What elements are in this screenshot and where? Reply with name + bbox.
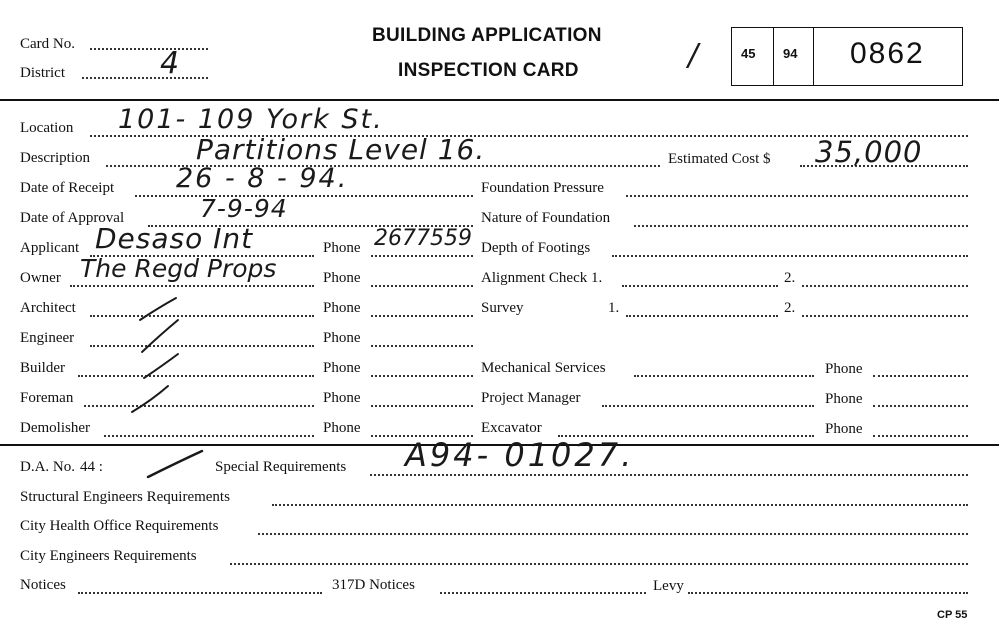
foundation-pressure-line — [626, 195, 968, 197]
mechanical-services-label: Mechanical Services — [481, 360, 606, 376]
notices-line — [78, 592, 322, 594]
demolisher-phone-label: Phone — [323, 420, 361, 436]
survey-label: Survey — [481, 300, 524, 316]
date-of-receipt-value: 26 - 8 - 94. — [176, 163, 349, 194]
notices-label: Notices — [20, 577, 66, 593]
card-no-label: Card No. — [20, 36, 75, 52]
estimated-cost-label: Estimated Cost $ — [668, 151, 771, 167]
survey-2-label: 2. — [784, 300, 796, 316]
special-requirements-value: A94- 01027. — [405, 436, 635, 474]
card-title-line1: BUILDING APPLICATION — [372, 25, 602, 46]
alignment-check-2-label: 2. — [784, 270, 796, 286]
city-engineers-line — [230, 563, 968, 565]
notices-317d-label: 317D Notices — [332, 577, 415, 593]
demolisher-label: Demolisher — [20, 420, 90, 436]
applicant-phone-line — [371, 255, 473, 257]
date-of-approval-label: Date of Approval — [20, 210, 125, 226]
card-title-line2: INSPECTION CARD — [398, 60, 579, 81]
date-of-receipt-label: Date of Receipt — [20, 180, 115, 196]
special-requirements-line — [370, 474, 968, 476]
project-manager-phone-line — [873, 405, 968, 407]
owner-phone-line — [371, 285, 473, 287]
special-requirements-label: Special Requirements — [215, 459, 347, 475]
depth-of-footings-label: Depth of Footings — [481, 240, 591, 256]
survey-2-line — [802, 315, 968, 317]
foundation-pressure-label: Foundation Pressure — [481, 180, 604, 196]
city-engineers-label: City Engineers Requirements — [20, 548, 197, 564]
da-no-value: 44 : — [80, 459, 103, 475]
tick-mark: / — [688, 38, 699, 73]
mechanical-services-phone-line — [873, 375, 968, 377]
excavator-phone-line — [873, 435, 968, 437]
estimated-cost-value: 35,000 — [815, 135, 923, 169]
notices-317d-line — [440, 592, 646, 594]
project-manager-phone-label: Phone — [825, 391, 863, 407]
levy-label: Levy — [653, 578, 684, 594]
owner-phone-label: Phone — [323, 270, 361, 286]
description-label: Description — [20, 150, 90, 166]
applicant-phone-value: 2677559 — [374, 226, 472, 251]
alignment-check-label: Alignment Check 1. — [481, 270, 603, 286]
description-value: Partitions Level 16. — [196, 133, 486, 166]
builder-label: Builder — [20, 360, 65, 376]
owner-label: Owner — [20, 270, 61, 286]
architect-phone-label: Phone — [323, 300, 361, 316]
district-label: District — [20, 65, 65, 81]
foreman-label: Foreman — [20, 390, 74, 406]
architect-label: Architect — [20, 300, 76, 316]
applicant-value: Desaso Int — [95, 222, 254, 255]
owner-value: The Regd Props — [80, 254, 277, 283]
builder-phone-label: Phone — [323, 360, 361, 376]
date-of-approval-value: 7-9-94 — [200, 194, 288, 223]
builder-phone-line — [371, 375, 473, 377]
structural-engineers-label: Structural Engineers Requirements — [20, 489, 230, 505]
box-cell-94: 94 — [783, 46, 798, 61]
engineer-phone-label: Phone — [323, 330, 361, 346]
alignment-check-2-line — [802, 285, 968, 287]
project-manager-line — [602, 405, 814, 407]
owner-line — [70, 285, 314, 287]
excavator-label: Excavator — [481, 420, 542, 436]
city-health-label: City Health Office Requirements — [20, 518, 219, 534]
applicant-phone-label: Phone — [323, 240, 361, 256]
card-no-line — [90, 48, 208, 50]
district-value: 4 — [160, 46, 180, 81]
mechanical-services-phone-label: Phone — [825, 361, 863, 377]
box-card-number: 0862 — [850, 37, 925, 70]
form-code: CP 55 — [937, 609, 968, 621]
da-no-label: D.A. No. — [20, 459, 75, 475]
depth-of-footings-line — [612, 255, 968, 257]
location-value: 101- 109 York St. — [118, 104, 384, 135]
city-health-line — [258, 533, 968, 535]
box-cell-45: 45 — [741, 46, 756, 61]
applicant-label: Applicant — [20, 240, 80, 256]
handwritten-slash-marks — [110, 290, 200, 420]
levy-line — [688, 592, 968, 594]
header-divider — [0, 99, 999, 101]
location-label: Location — [20, 120, 74, 136]
date-of-receipt-line — [135, 195, 473, 197]
structural-engineers-line — [272, 504, 968, 506]
engineer-phone-line — [371, 345, 473, 347]
excavator-phone-label: Phone — [825, 421, 863, 437]
box-divider-2 — [813, 27, 814, 85]
survey-1-label: 1. — [608, 300, 620, 316]
foreman-phone-label: Phone — [323, 390, 361, 406]
project-manager-label: Project Manager — [481, 390, 581, 406]
mechanical-services-line — [634, 375, 814, 377]
district-line — [82, 77, 208, 79]
nature-of-foundation-label: Nature of Foundation — [481, 210, 611, 226]
survey-1-line — [626, 315, 778, 317]
architect-phone-line — [371, 315, 473, 317]
da-no-slash-mark — [140, 445, 210, 485]
box-divider-1 — [773, 27, 774, 85]
engineer-label: Engineer — [20, 330, 75, 346]
demolisher-line — [104, 435, 314, 437]
card-number-box — [731, 27, 963, 86]
alignment-check-1-line — [622, 285, 778, 287]
nature-of-foundation-line — [634, 225, 968, 227]
foreman-phone-line — [371, 405, 473, 407]
